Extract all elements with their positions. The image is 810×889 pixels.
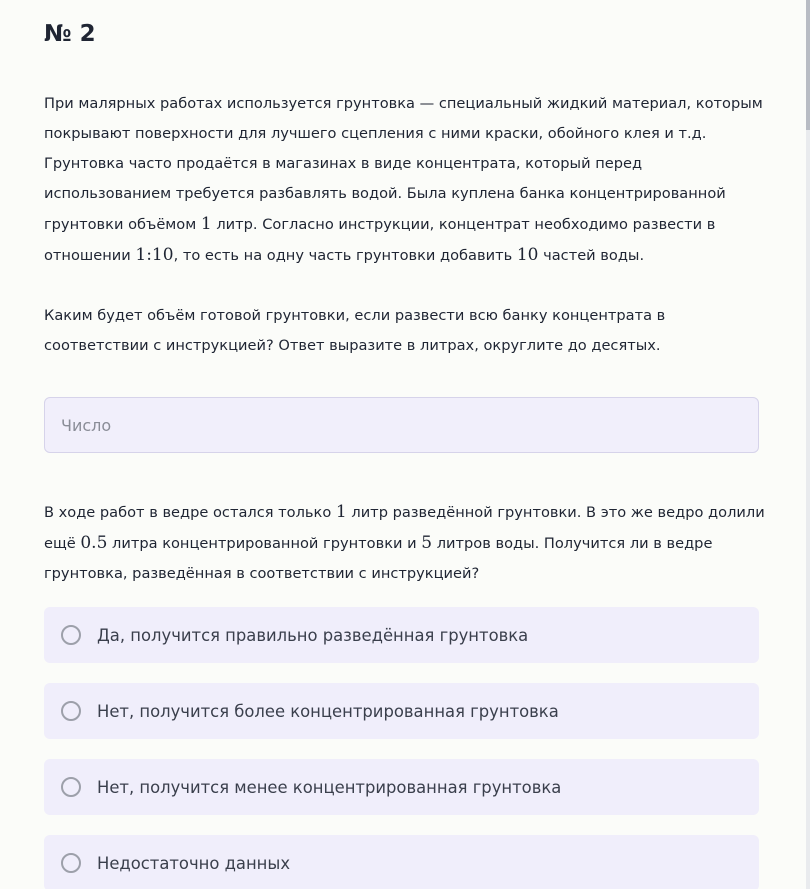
question-text: литров воды. Получится ли в ведре грунтовка, разведённая в соответствии с инструкцией? xyxy=(44,535,713,582)
option-label: Нет, получится менее концентрированная грунтовка xyxy=(97,777,562,797)
math-number: 0.5 xyxy=(80,533,108,553)
option-label: Недостаточно данных xyxy=(97,853,291,873)
problem-paragraph-1 xyxy=(44,89,768,271)
question-text: В ходе работ в ведре остался только xyxy=(44,504,332,521)
question-2-text xyxy=(44,497,768,589)
answer-option-4[interactable] xyxy=(44,835,759,889)
problem-text: частей воды. xyxy=(543,247,645,264)
math-number: 1 xyxy=(200,214,212,234)
radio-circle-icon[interactable] xyxy=(61,777,81,797)
answer-input[interactable] xyxy=(44,397,759,453)
math-number: 5 xyxy=(421,533,433,553)
problem-text: При малярных работах используется грунтовка — специальный жидкий материал, которым покрывают поверхности для лучшего сцепления с ними краски, обойного клея и т.д. Грунтовка часто продаётся в магазинах в виде концентрата, который перед использованием требуется разбавлять водой. Была куплена банка концентрированной грунтовки объёмом xyxy=(44,95,763,233)
scrollbar[interactable] xyxy=(806,0,810,889)
question-text: литр разведённой грунтовки. В это же ведро долили ещё xyxy=(44,504,765,552)
radio-circle-icon[interactable] xyxy=(61,625,81,645)
math-ratio: 1:10 xyxy=(135,245,174,265)
problem-text: литр. Согласно инструкции, концентрат необходимо развести в отношении xyxy=(44,216,716,264)
radio-circle-icon[interactable] xyxy=(61,701,81,721)
option-label: Нет, получится более концентрированная грунтовка xyxy=(97,701,559,721)
answer-option-1[interactable] xyxy=(44,607,759,663)
answer-option-2[interactable] xyxy=(44,683,759,739)
problem-paragraph-2: Каким будет объём готовой грунтовки, если развести всю банку концентрата в соответствии с инструкцией? Ответ выразите в литрах, округлите до десятых. xyxy=(44,307,666,354)
radio-circle-icon[interactable] xyxy=(61,853,81,873)
task-number: № 2 xyxy=(44,21,96,47)
answer-option-3[interactable] xyxy=(44,759,759,815)
problem-text: , то есть на одну часть грунтовки добавить xyxy=(173,247,513,264)
option-label: Да, получится правильно разведённая грунтовка xyxy=(97,625,529,645)
question-text: литра концентрированной грунтовки и xyxy=(112,535,417,552)
math-number: 10 xyxy=(516,245,539,265)
math-number: 1 xyxy=(335,502,347,522)
scrollbar-thumb[interactable] xyxy=(806,0,810,130)
